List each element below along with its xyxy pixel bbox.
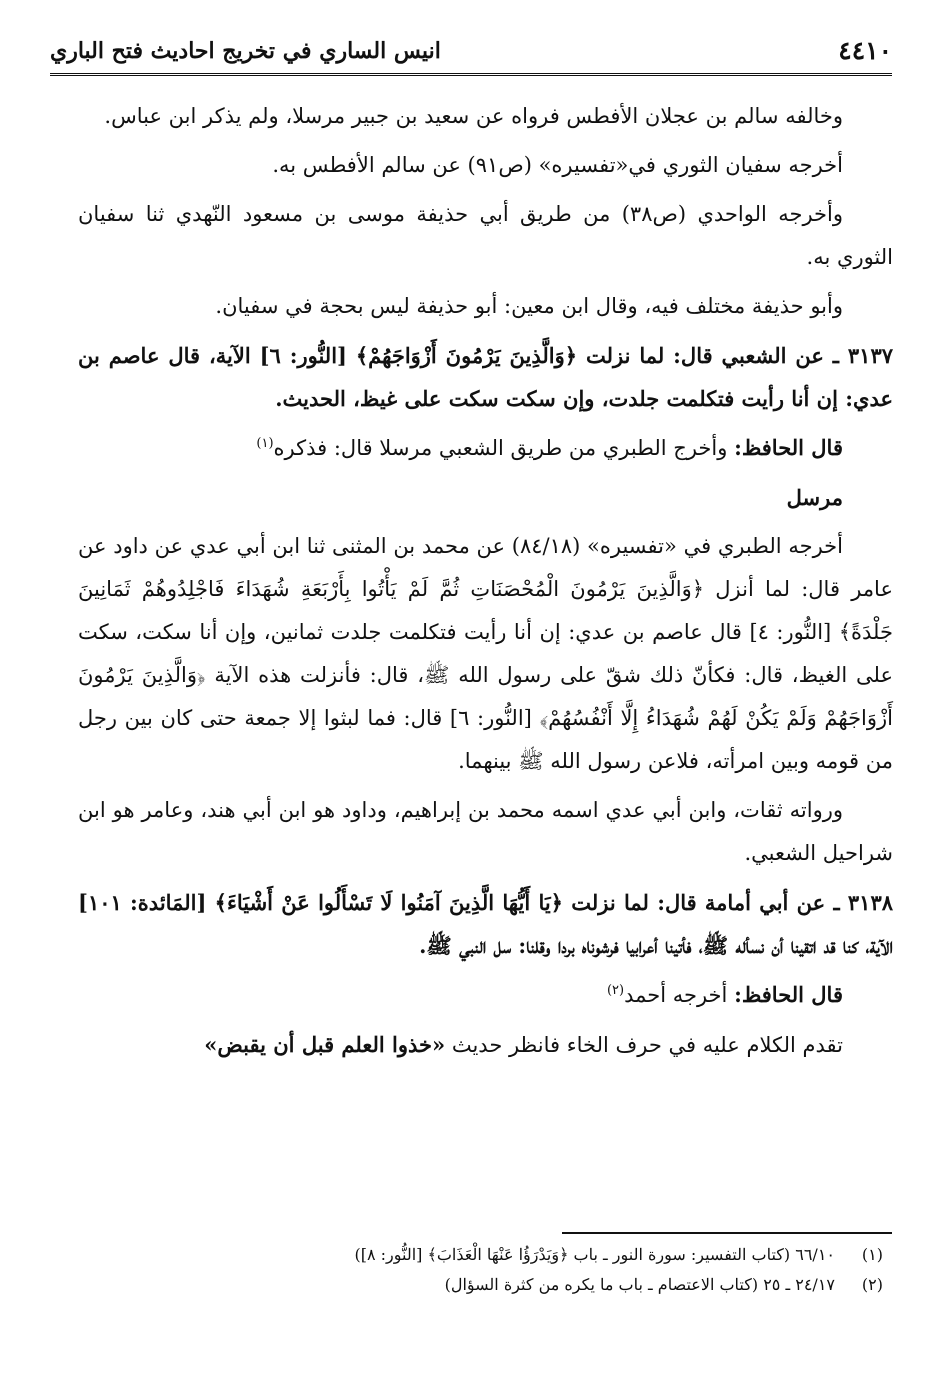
hadith-text: ـ عن أبي أمامة قال: لما نزلت ﴿يَا أَيُّهَا الَّذِينَ آمَنُوا لَا تَسْأَلُوا عَنْ أَشْيَاءَ﴾ [المَائدة: ١٠١] الآية، كنا قد اتقينا أن نسأله ﷺ، فأتينا أعرابيا فرشوناه بردا وقلنا: سل النبي ﷺ. [78, 890, 893, 958]
footnote-marker: (١) [861, 1245, 883, 1264]
hafiz-note-2 [78, 973, 893, 1017]
hafiz-text: وأخرج الطبري من طريق الشعبي مرسلا قال: فذكره [273, 436, 728, 460]
hafiz-text: أخرجه أحمد [624, 983, 728, 1007]
section-heading: مرسل [786, 485, 843, 510]
paragraph-2: أخرجه سفيان الثوري في«تفسيره» (ص٩١) عن سالم الأفطس به. [272, 153, 843, 177]
hafiz-label: قال الحافظ: [734, 435, 843, 460]
footnote-1 [78, 1240, 893, 1270]
footnote-2 [78, 1270, 893, 1300]
footnote-ref-1: (١) [256, 436, 274, 451]
paragraph-7: ورواته ثقات، وابن أبي عدي اسمه محمد بن إبراهيم، وداود هو ابن أبي هند، وعامر هو ابن شراحيل الشعبي. [78, 798, 893, 865]
footnote-text: ٦٦/١٠ (كتاب التفسير: سورة النور ـ باب ﴿وَيَدْرَؤُا عَنْهَا الْعَذَابَ﴾ [النُّور: ٨]) [354, 1245, 835, 1264]
paragraph-6: أخرجه الطبري في «تفسيره» (٨٤/١٨) عن محمد بن المثنى ثنا ابن أبي عدي عن داود عن عامر قال: لما أنزل ﴿وَالَّذِينَ يَرْمُونَ الْمُحْصَنَاتِ ثُمَّ لَمْ يَأْتُوا بِأَرْبَعَةِ شُهَدَاءَ فَاجْلِدُوهُمْ ثَمَانِينَ جَلْدَةً﴾ [النُّور: ٤] قال عاصم بن عدي: إن أنا رأيت فتكلمت جلدت ثمانين، وإن أنا سكت، سكت على الغيظ، قال: فكأنّ ذلك شقّ على رسول الله ﷺ، قال: فأنزلت هذه الآية ﴿وَالَّذِينَ يَرْمُونَ أَزْوَاجَهُمْ وَلَمْ يَكُنْ لَهُمْ شُهَدَاءُ إِلَّا أَنْفُسُهُمْ﴾ [النُّور: ٦] قال: فما لبثوا إلا جمعة حتى كان بين رجل من قومه وبين امرأته، فلاعن رسول الله ﷺ بينهما. [78, 534, 893, 773]
hadith-3138 [78, 881, 893, 967]
cross-reference-text: تقدم الكلام عليه في حرف الخاء فانظر حديث [451, 1033, 843, 1057]
paragraph-1: وخالفه سالم بن عجلان الأفطس فرواه عن سعيد بن جبير مرسلا، ولم يذكر ابن عباس. [104, 104, 843, 128]
paragraph-9 [78, 1023, 893, 1067]
running-title: انيس الساري في تخريج احاديث فتح الباري [50, 38, 441, 64]
footnote-marker: (٢) [861, 1275, 883, 1294]
hadith-number: ٣١٣٧ [847, 343, 894, 368]
footnotes [78, 1240, 893, 1300]
page-number: ٤٤١٠ [838, 36, 892, 65]
footnote-text: ٢٤/١٧ ـ ٢٥ (كتاب الاعتصام ـ باب ما يكره من كثرة السؤال) [444, 1275, 835, 1294]
header-rule [50, 73, 892, 76]
hadith-text: ـ عن الشعبي قال: لما نزلت ﴿وَالَّذِينَ يَرْمُونَ أَزْوَاجَهُمْ﴾ [النُّور: ٦] الآية، قال عاصم بن عدي: إن أنا رأيت فتكلمت جلدت، وإن سكت سكت على غيظ، الحديث. [78, 343, 893, 411]
page-body [78, 95, 893, 1073]
hadith-number: ٣١٣٨ [847, 890, 894, 915]
paragraph-3: وأخرجه الواحدي (ص٣٨) من طريق أبي حذيفة موسى بن مسعود النّهدي ثنا سفيان الثوري به. [78, 202, 893, 269]
hadith-3137 [78, 334, 893, 420]
hafiz-note-1 [78, 426, 893, 470]
footnote-ref-2: (٢) [606, 983, 625, 998]
cross-reference-hadith: «خذوا العلم قبل أن يقبض» [204, 1032, 446, 1057]
footnote-rule [562, 1232, 892, 1234]
paragraph-4: وأبو حذيفة مختلف فيه، وقال ابن معين: أبو حذيفة ليس بحجة في سفيان. [215, 294, 843, 318]
page-header [50, 30, 892, 76]
hafiz-label: قال الحافظ: [734, 982, 843, 1007]
